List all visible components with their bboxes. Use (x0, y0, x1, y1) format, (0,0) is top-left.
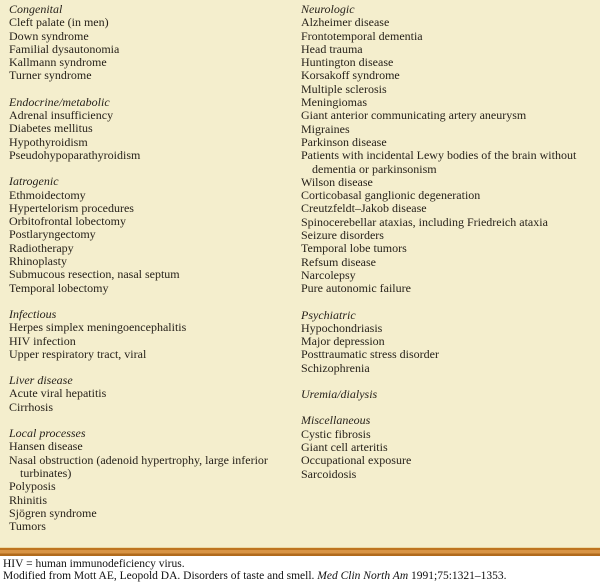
etiology-item: Upper respiratory tract, viral (9, 346, 147, 361)
etiology-item: Spinocerebellar ataxias, including Friedreich ataxia (301, 214, 548, 229)
etiology-item: Seizure disorders (301, 228, 384, 243)
etiology-item: Acute viral hepatitis (9, 386, 107, 401)
etiology-item: Ethmoidectomy (9, 187, 86, 202)
etiology-group (301, 388, 596, 401)
etiology-item: Major depression (301, 334, 385, 349)
etiology-item: Frontotemporal dementia (301, 28, 423, 43)
etiology-item: Cleft palate (in men) (9, 15, 109, 30)
etiology-item: Giant anterior communicating artery aneurysm (301, 108, 527, 123)
etiology-group (301, 414, 596, 480)
table-column-right (301, 3, 600, 547)
etiology-item: Rhinitis (9, 492, 48, 507)
group-heading: Endocrine/metabolic (9, 94, 110, 109)
etiology-item: Meningiomas (301, 95, 367, 110)
group-heading: Liver disease (9, 373, 73, 388)
footnote-citation (3, 570, 600, 582)
table-column-left (0, 3, 301, 547)
etiology-item: Tumors (9, 519, 46, 534)
etiology-group (9, 308, 293, 361)
etiology-item: Diabetes mellitus (9, 121, 93, 136)
etiology-item: Head trauma (301, 41, 363, 56)
etiology-group (9, 175, 293, 295)
citation-journal: Med Clin North Am (317, 570, 409, 583)
group-heading: Local processes (9, 426, 86, 441)
etiology-group (301, 309, 596, 375)
etiology-item: Occupational exposure (301, 453, 412, 468)
etiology-item: Submucous resection, nasal septum (9, 267, 180, 282)
etiology-item: Alzheimer disease (301, 15, 390, 30)
etiology-group (301, 3, 596, 296)
etiology-item: Nasal obstruction (adenoid hypertrophy, large inferior turbinates) (9, 452, 268, 480)
etiology-item: Refsum disease (301, 254, 376, 269)
etiology-item: Turner syndrome (9, 68, 92, 83)
etiology-group (9, 427, 293, 533)
etiology-item: Hypochondriasis (301, 320, 383, 335)
etiology-item: Radiotherapy (9, 240, 74, 255)
etiology-item: Corticobasal ganglionic degeneration (301, 188, 481, 203)
footnotes (0, 556, 600, 583)
group-heading: Psychiatric (301, 307, 356, 322)
etiology-item: Kallmann syndrome (9, 55, 107, 70)
etiology-item: Pure autonomic failure (301, 281, 411, 296)
etiology-item: Down syndrome (9, 28, 89, 43)
etiology-item: Creutzfeldt–Jakob disease (301, 201, 427, 216)
group-heading: Congenital (9, 3, 63, 16)
etiology-item: Hansen disease (9, 439, 83, 454)
group-heading: Infectious (9, 306, 57, 321)
group-heading: Iatrogenic (9, 174, 59, 189)
etiology-item: Adrenal insufficiency (9, 108, 114, 123)
etiology-item: HIV infection (9, 333, 76, 348)
etiology-item: Temporal lobe tumors (301, 241, 407, 256)
citation-suffix: 1991;75:1321–1353. (408, 570, 507, 583)
etiology-item: Herpes simplex meningoencephalitis (9, 320, 187, 335)
etiology-item: Giant cell arteritis (301, 439, 388, 454)
etiology-item: Multiple sclerosis (301, 81, 387, 96)
etiology-item: Huntington disease (301, 55, 394, 70)
etiology-item: Migraines (301, 121, 350, 136)
etiology-item: Hypertelorism procedures (9, 200, 134, 215)
footnote-abbreviation: HIV = human immunodeficiency virus. (3, 558, 185, 570)
divider-bar (0, 547, 600, 556)
group-heading: Miscellaneous (301, 413, 371, 428)
etiology-item: Cystic fibrosis (301, 426, 371, 441)
etiology-item: Rhinoplasty (9, 254, 68, 269)
etiology-item: Sarcoidosis (301, 466, 357, 481)
etiology-item: Posttraumatic stress disorder (301, 347, 439, 362)
etiology-group (9, 96, 293, 162)
citation-prefix: Modified from Mott AE, Leopold DA. Disorders of taste and smell. (3, 570, 318, 583)
etiology-item: Parkinson disease (301, 134, 387, 149)
etiology-group (9, 374, 293, 414)
group-heading: Uremia/dialysis (301, 387, 378, 402)
etiology-item: Hypothyroidism (9, 134, 88, 149)
etiology-group (9, 3, 293, 83)
etiology-item: Pseudohypoparathyroidism (9, 147, 141, 162)
etiology-item: Polyposis (9, 479, 56, 494)
etiology-item: Temporal lobectomy (9, 280, 109, 295)
etiology-item: Narcolepsy (301, 267, 356, 282)
etiology-item: Schizophrenia (301, 360, 370, 375)
etiology-item: Patients with incidental Lewy bodies of the brain without dementia or parkinsonism (301, 148, 577, 176)
etiology-item: Wilson disease (301, 174, 373, 189)
etiology-item: Korsakoff syndrome (301, 68, 400, 83)
group-heading: Neurologic (301, 3, 355, 16)
etiology-item: Cirrhosis (9, 399, 54, 414)
etiology-item: Orbitofrontal lobectomy (9, 214, 126, 229)
etiology-item: Sjögren syndrome (9, 505, 97, 520)
etiology-item: Familial dysautonomia (9, 41, 120, 56)
etiology-item: Postlaryngectomy (9, 227, 96, 242)
